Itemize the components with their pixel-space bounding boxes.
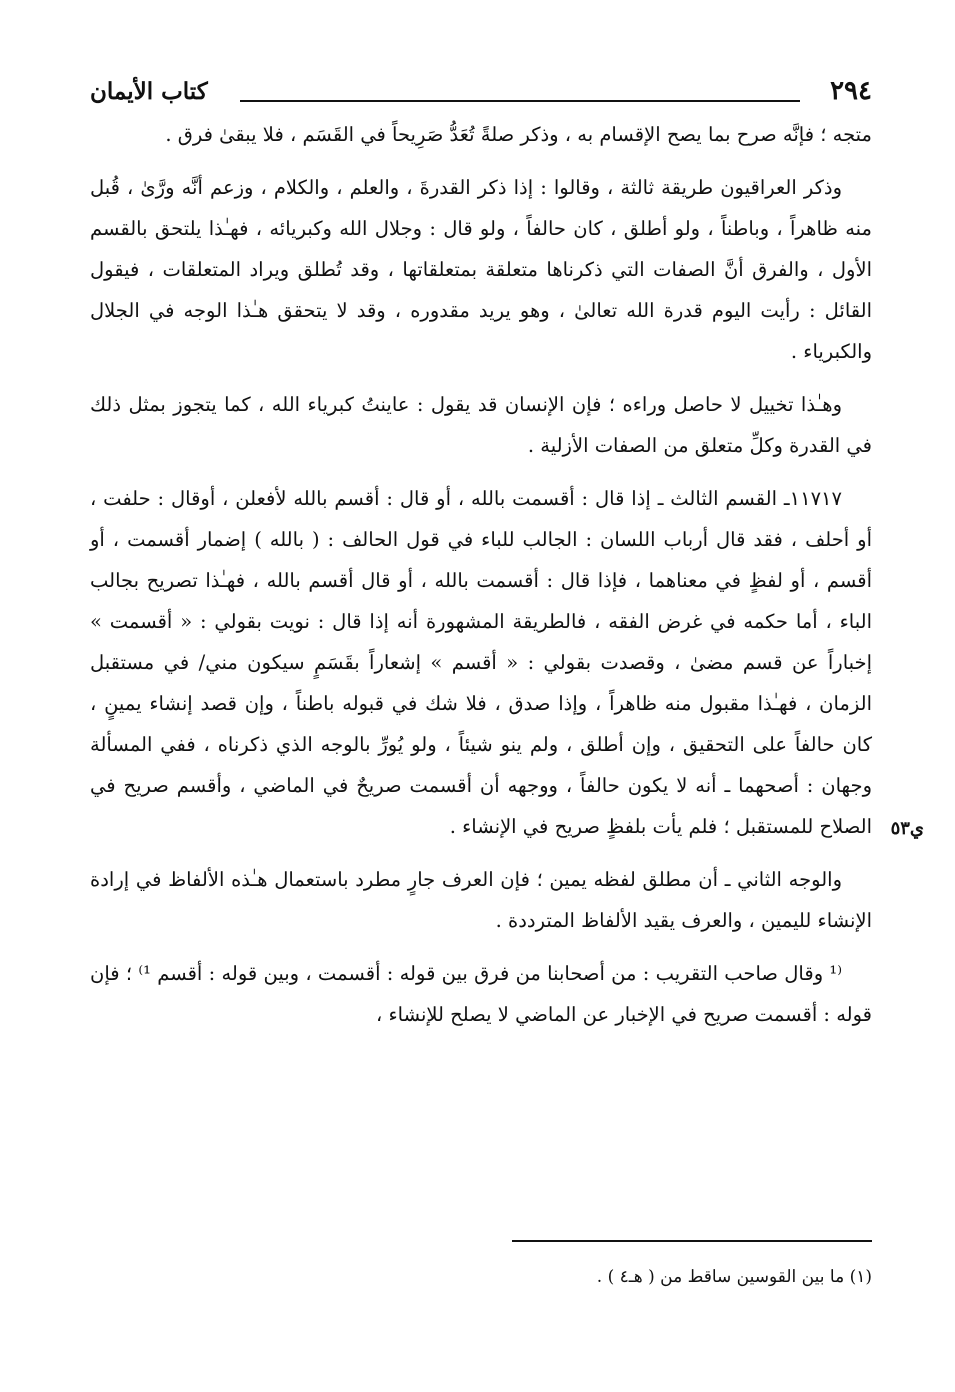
footnote-rule bbox=[512, 1240, 872, 1242]
header-rule bbox=[240, 100, 800, 102]
body-text bbox=[90, 114, 872, 1035]
book-page bbox=[90, 70, 924, 1287]
paragraph: متجه ؛ فإنَّه صرح بما يصح الإقسام به ، وذكر صلةً تُعَدُّ صَرِيحاً في القَسَم ، فلا يبقىٰ فرق . bbox=[165, 123, 872, 146]
page-header bbox=[90, 70, 872, 114]
margin-note: ي٥٣ bbox=[890, 818, 924, 839]
paragraph: وذكر العراقيون طريقة ثالثة ، وقالوا : إذا ذكر القدرةَ ، والعلم ، والكلام ، وزعم أنَّه ورَّىٰ ، قُبل منه ظاهراً ، وباطناً ، ولو أطلق ، كان حالفاً ، ولو قال : وجلال الله وكبريائه ، فهـٰذا يلتحق بالقسم الأول ، والفرق أنَّ الصفات التي ذكرناها متعلقة بمتعلقاتها ، وقد تُطلق ويراد المتعلقات ، فيقول القائل : رأيت اليوم قدرة الله تعالىٰ ، وهو يريد مقدوره ، وقد لا يتحقق هـٰذا الوجه في الجلال والكبرياء . bbox=[90, 176, 872, 363]
book-title: كتاب الأيمان bbox=[90, 78, 208, 105]
page-number: ٢٩٤ bbox=[830, 76, 872, 106]
paragraph: ١١٧١٧ـ القسم الثالث ـ إذا قال : أقسمت بالله ، أو قال : أقسم بالله لأفعلن ، أوقال : حلفت ، أو أحلف ، فقد قال أرباب اللسان : الجالب للباء في قول الحالف : ( بالله ) إضمار أقسمت ، أو أقسم ، أو لفظٍ في معناهما ، فإذا قال : أقسمت بالله ، أو قال أقسم بالله ، فهـٰذا تصريح بجالب الباء ، أما حكمه في غرض الفقه ، فالطريقة المشهورة أنه إذا قال : نويت بقولي : « أقسمت » إخباراً عن قسم مضىٰ ، وقصدت بقولي : « أقسم » إشعاراً بقَسَمٍ سيكون مني/ في مستقبل الزمان ، فهـٰذا مقبول منه ظاهراً ، وإذا صدق ، فلا شك في قبوله باطناً ، وإن قصد إنشاء يمينٍ ، كان حالفاً على التحقيق ، وإن أطلق ، ولم ينو شيئاً ، ولو يُورِّ بالوجه الذي ذكرناه ، ففي المسألة وجهان : أصحهما ـ أنه لا يكون حالفاً ، ووجهه أن أقسمت صريحٌ في الماضي ، وأقسم صريح في الصلاح للمستقبل ؛ فلم يأت بلفظٍ صريح في الإنشاء . bbox=[90, 487, 872, 838]
paragraph: ⁽¹ وقال صاحب التقريب : من أصحابنا من فرق بين قوله : أقسمت ، وبين قوله : أقسم ¹⁾ ؛ فإن قوله : أقسمت صريح في الإخبار عن الماضي لا يصلح للإنشاء ، bbox=[90, 962, 872, 1026]
footnote: (١) ما بين القوسين ساقط من ( هـ٤ ) . bbox=[596, 1267, 872, 1287]
paragraph: وهـٰذا تخييل لا حاصل وراءه ؛ فإن الإنسان قد يقول : عاينتُ كبرياء الله ، كما يتجوز بمثل ذلك في القدرة وكلِّ متعلق من الصفات الأزلية . bbox=[90, 393, 872, 457]
paragraph: والوجه الثاني ـ أن مطلق لفظه يمين ؛ فإن العرف جارٍ مطرد باستعمال هـٰذه الألفاظ في إرادة الإنشاء لليمين ، والعرف يقيد الألفاظ المترددة . bbox=[90, 868, 872, 932]
